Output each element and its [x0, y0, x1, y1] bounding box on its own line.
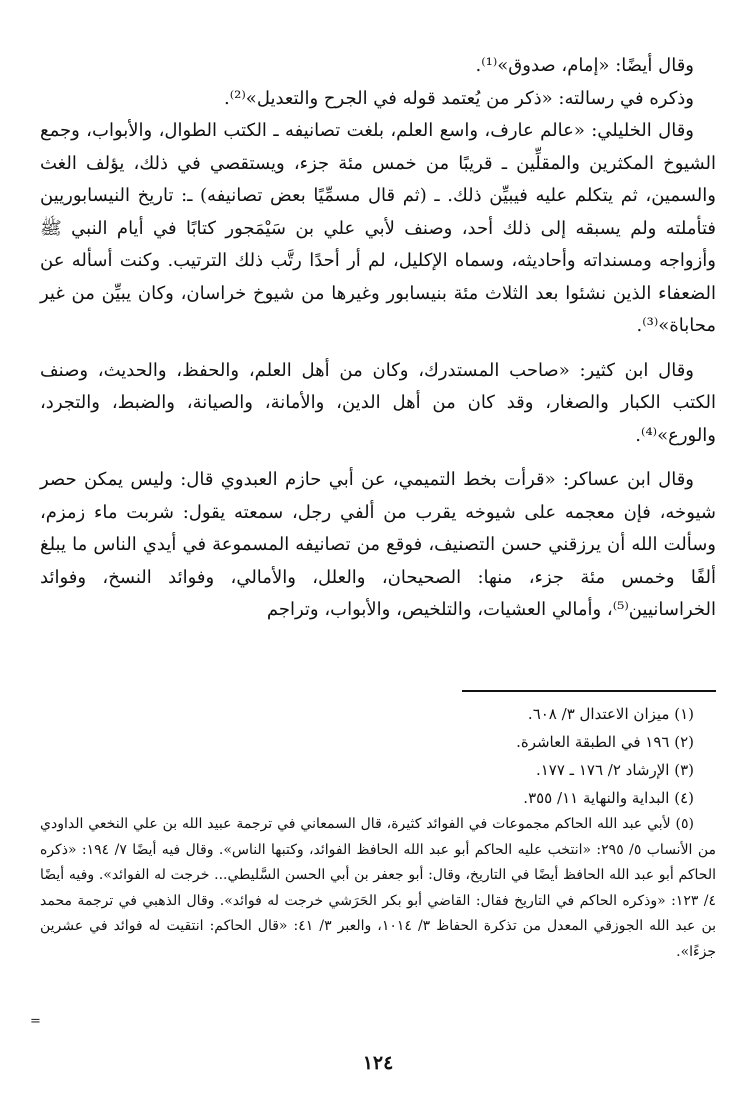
footnote-4: (٤) البداية والنهاية ١١/ ٣٥٥.	[523, 789, 694, 807]
page-number: ١٢٤	[362, 1052, 394, 1074]
main-text	[40, 50, 716, 627]
paragraph-gap	[40, 452, 716, 464]
paragraph-2: وذكره في رسالته: «ذكر من يُعتمد قوله في الجرح والتعديل»⁽²⁾.	[224, 87, 694, 109]
footnotes	[40, 700, 716, 965]
footnote-separator	[462, 690, 716, 692]
footnote-1: (١) ميزان الاعتدال ٣/ ٦٠٨.	[527, 705, 694, 723]
paragraph-1: وقال أيضًا: «إمام، صدوق»⁽¹⁾.	[475, 55, 694, 76]
paragraph-4: وقال ابن كثير: «صاحب المستدرك، وكان من أهل العلم، والحفظ، والحديث، وصنف الكتب الكبار والصغار، وقد كان من أهل الدين، والأمانة، والصيانة، والضبط، والتجرد، والورع»⁽⁴⁾.	[40, 359, 716, 446]
footnote-3: (٣) الإرشاد ٢/ ١٧٦ ـ ١٧٧.	[535, 761, 694, 779]
paragraph-5: وقال ابن عساكر: «قرأت بخط التميمي، عن أبي حازم العبدوي قال: وليس يمكن حصر شيوخه، فإن معجمه على شيوخه يقرب من ألفي رجل، سمعته يقول: شربت ماء زمزم، وسألت الله أن يرزقني حسن التصنيف، فوقع من تصانيفه المسموعة في أيدي الناس ما يبلغ ألفًا وخمس مئة جزء، منها: الصحيحان، والعلل، والأمالي، وفوائد النسخ، وفوائد الخراسانيين⁽⁵⁾، وأمالي العشيات، والتلخيص، والأبواب، وتراجم	[40, 469, 717, 620]
footnote-2: (٢) ١٩٦ في الطبقة العاشرة.	[516, 733, 694, 751]
paragraph-3: وقال الخليلي: «عالم عارف، واسع العلم، بلغت تصانيفه ـ الكتب الطوال، والأبواب، وجمع الشيوخ المكثرين والمقلِّين ـ قريبًا من خمس مئة جزء، ويستقصي في ذلك، يؤلف الغث والسمين، ثم يتكلم عليه فيبيِّن ذلك. ـ (ثم قال مسمِّيًا بعض تصانيفه) ـ: تاريخ النيسابوريين فتأملته ولم يسبقه إلى ذلك أحد، وصنف لأبي علي بن سَيْمَجور كتابًا في أيام النبي ﷺ وأزواجه ومسنداته وأحاديثه، وسماه الإكليل، لم أر أحدًا رتَّب ذلك الترتيب. وكنت أسأله عن الضعفاء الذين نشئوا بعد الثلاث مئة بنيسابور وغيرها من شيوخ خراسان، وكان يبيِّن من غير محاباة»⁽³⁾.	[40, 120, 716, 336]
footnote-5: (٥) لأبي عبد الله الحاكم مجموعات في الفوائد كثيرة، قال السمعاني في ترجمة عبيد الله بن علي النخعي الداودي من الأنساب ٥/ ٢٩٥: «انتخب عليه الحاكم أبو عبد الله الحافظ الفوائد، وكتبها الناس». وقال فيه أيضًا ٧/ ١٩٤: «ذكره الحاكم أبو عبد الله الحافظ أيضًا في التاريخ، وقال: أبو جعفر بن أبي الحسن السَّليطي... خرجت له الفوائد». وفيه أيضًا ٤/ ١٢٣: «وذكره الحاكم في التاريخ فقال: القاضي أبو بكر الحَرَشي خرجت له فوائد». وقال الذهبي في ترجمة محمد بن عبد الله الجوزقي المعدل من تذكرة الحفاظ ٣/ ١٠١٤، والعبر ٣/ ٤١: «قال الحاكم: انتقيت له فوائد في عشرين جزءًا».	[40, 816, 717, 960]
paragraph-gap	[40, 343, 716, 355]
continuation-mark: =	[30, 1014, 41, 1029]
